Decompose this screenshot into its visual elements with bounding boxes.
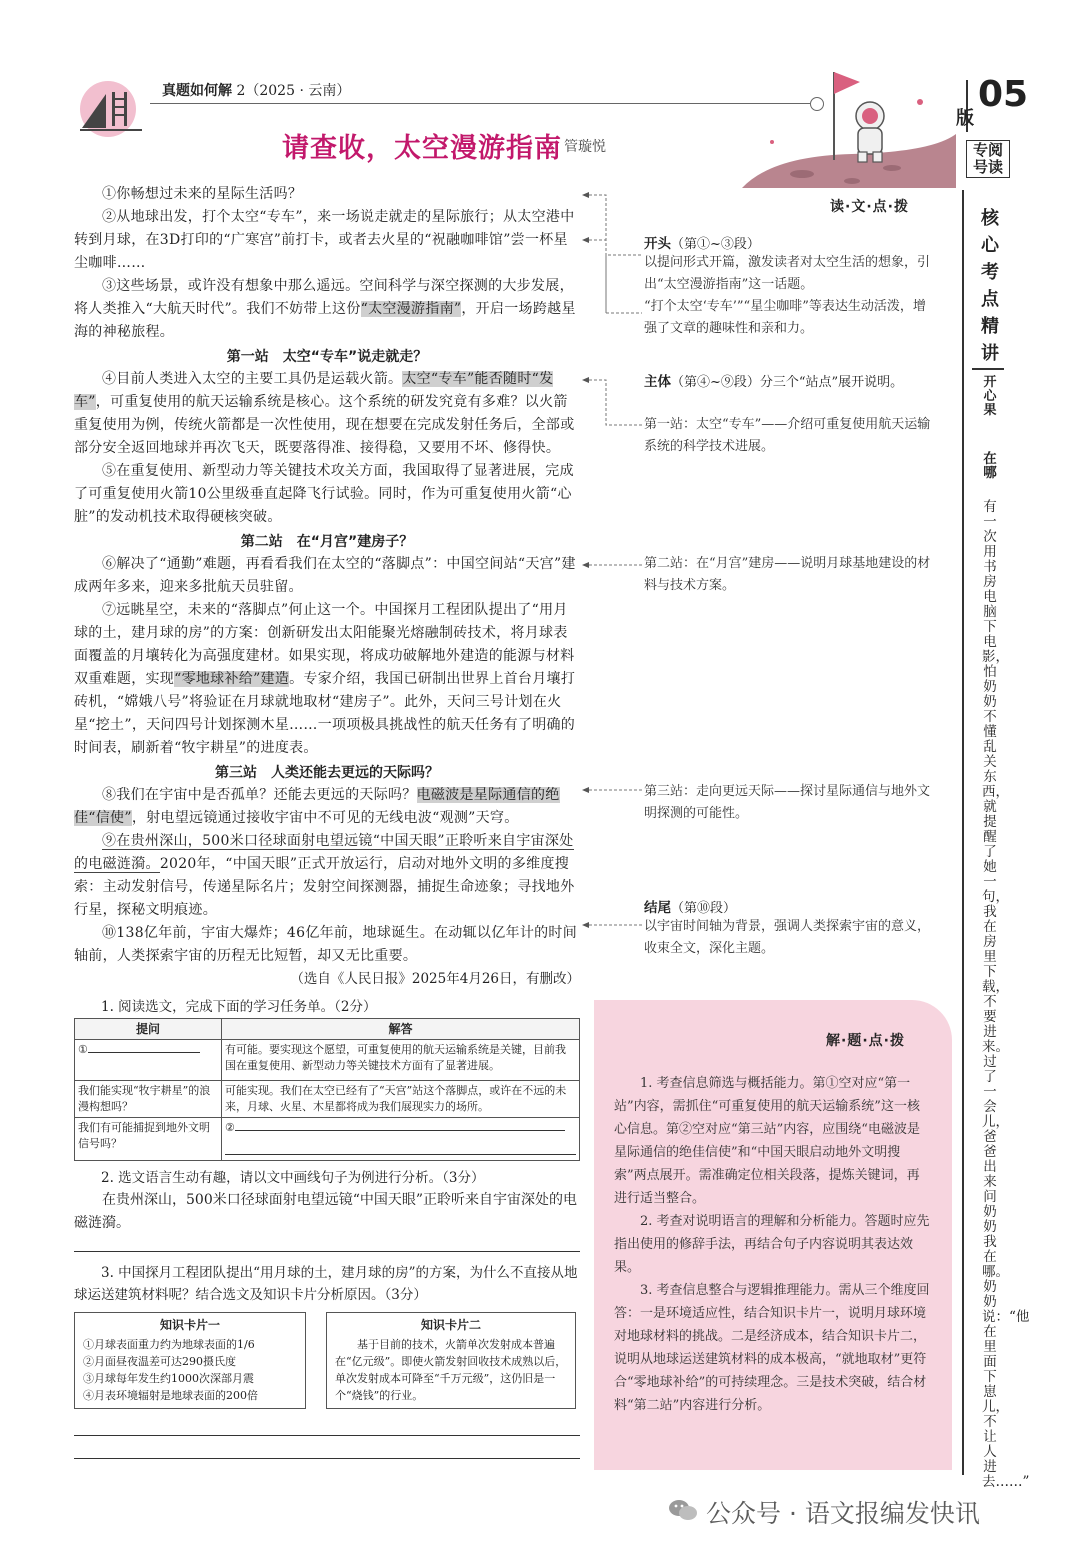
station-1-title: 第一站 太空“专车”说走就走？ — [226, 349, 428, 365]
column-source: 2（2025 · 云南） — [236, 83, 351, 99]
ending-head: 结尾 — [644, 900, 671, 916]
note-opening: 开头（第①~③段） 以提问形式开篇，激发读者对太空生活的想象，引出“太空漫游指南”这一话题。 “打个太空‘专车’”“星尘咖啡”等表达生动活泼，增强了文章的趣味性和亲和力。 — [644, 232, 936, 340]
task-table — [74, 1018, 580, 1161]
answer-blank-2b[interactable] — [225, 1138, 576, 1155]
answer-line-q3b[interactable] — [74, 1458, 580, 1459]
note-body: 主体（第④~⑨段）分三个“站点”展开说明。 — [644, 374, 904, 390]
article-author: 管璇悦 — [564, 139, 606, 155]
section-title-vertical: 核心考点精讲 — [981, 208, 999, 364]
paragraph-4: ④目前人类进入太空的主要工具仍是运载火箭。太空“专车”能否随时“发车”，可重复使用的航天运输系统是核心。这个系统的研发究竟有多难？以火箭重复使用为例，传统火箭都是一次性使用，现在想要在完成发射任务后，全部或部分安全返回地球并再次飞天，既要落得准、接得稳，又要用不坏、修得快。 — [74, 371, 575, 456]
table-row: 我们能实现“牧宇耕星”的浪漫构想吗？ 可能实现。我们在太空已经有了“天宫”站这个落脚点，或许在不远的未来，月球、火星、木星都将成为我们展现实力的场所。 — [75, 1081, 580, 1118]
tip-1: 1. 考查信息筛选与概括能力。第①空对应“第一站”内容，需抓住“可重复使用的航天运输系统”这一核心信息。第②空对应“第三站”内容，应围绕“电磁波是星际通信的绝佳信使”和“中国天眼启动地外文明搜索”两点展开。需准确定位相关段落，提炼关键词，再进行适当整合。 — [614, 1076, 920, 1206]
right-column-rule — [962, 190, 964, 1475]
edition-label: 版 — [956, 108, 974, 129]
table-row: 我们有可能捕捉到地外文明信号吗？ ② — [75, 1118, 580, 1161]
column-tag: 专阅号读 — [966, 140, 1010, 178]
body-note-1: 第一站：太空“专车”——介绍可重复使用航天运输系统的科学技术进展。 — [644, 417, 931, 454]
answer-blank-1[interactable] — [88, 1052, 200, 1053]
table-head-question: 提问 — [75, 1019, 222, 1040]
astronaut-illustration — [742, 64, 956, 188]
body-note-2: 第二站：在“月宫”建房——说明月球基地建设的材料与技术方案。 — [644, 556, 931, 593]
knowledge-cards — [74, 1312, 580, 1409]
body-head: 主体 — [644, 374, 671, 390]
tips-body — [614, 1072, 932, 1417]
knowledge-card-1: 知识卡片一 ①月球表面重力约为地球表面的1/6 ②月面昼夜温差可达290摄氏度 ③月球每年发生约1000次深部月震 ④月表环境辐射是地球表面的200倍 — [74, 1312, 306, 1409]
article-source: （选自《人民日报》2025年4月26日，有删改） — [290, 971, 580, 987]
strip-rule — [972, 368, 1004, 370]
body-note-3: 第三站：走向更远天际——探讨星际通信与地外文明探测的可能性。 — [644, 784, 931, 821]
knowledge-card-2: 知识卡片二 基于目前的技术，火箭单次发射成本普遍在“亿元级”。即使火箭发射回收技术成熟以后，单次发射成本可降至“千万元级”，这仍旧是一个“烧钱”的行业。 — [326, 1312, 576, 1409]
note-connectors — [580, 185, 650, 965]
underlined-sentence: ⑨在贵州深山，500米口径球面射电望远镜“中国天眼”正聆听来自宇宙深处的电磁涟漪。 — [74, 833, 574, 872]
table-head-answer: 解答 — [222, 1019, 580, 1040]
column-logo — [72, 76, 148, 138]
paragraph-9: ⑨在贵州深山，500米口径球面射电望远镜“中国天眼”正聆听来自宇宙深处的电磁涟漪。2020年，“中国天眼”正式开放运行，启动对地外文明的多维度搜索：主动发射信号，传递星际名片；发射空间探测器，捕捉生命迹象；寻找地外行星，探秘文明痕迹。 — [74, 833, 575, 918]
joke-where: 在哪 — [983, 451, 997, 481]
watermark — [668, 1494, 980, 1530]
station-2-title: 第二站 在“月宫”建房子？ — [240, 534, 414, 550]
article-body — [74, 183, 580, 991]
questions-block — [74, 996, 580, 1459]
paragraph-1: ①你畅想过未来的星际生活吗？ — [102, 186, 303, 202]
joke-text-vertical: 有一次用书房电脑下电影，怕奶奶不懂乱关东西，就提醒了她一句，我在房里下载，不要进来。过了一会儿，爸爸出来问奶奶我在哪。奶奶说：“他在里面下崽儿，不让人进去……” — [982, 499, 1030, 1490]
answer-blank-2[interactable] — [235, 1130, 565, 1131]
opening-note-2: “打个太空‘专车’”“星尘咖啡”等表达生动活泼，增强了文章的趣味性和亲和力。 — [644, 299, 926, 336]
reading-notes-header: 读·文·点·拨 — [830, 199, 909, 215]
tips-header: 解·题·点·拨 — [826, 1033, 905, 1049]
highlight-messenger: 电磁波是星际通信的绝佳“信使” — [74, 787, 560, 826]
opening-head: 开头 — [644, 236, 671, 252]
highlight-special-car: 太空“专车”能否随时“发车” — [74, 371, 554, 410]
paragraph-3: ③这些场景，或许没有想象中那么遥远。空间科学与深空探测的大步发展，将人类推入“大航天时代”。我们不妨带上这份“太空漫游指南”，开启一场跨越星海的神秘旅程。 — [74, 278, 576, 340]
watermark-text: 公众号 · 语文报编发快讯 — [706, 1499, 980, 1528]
note-ending: 结尾（第⑩段） 以宇宙时间轴为背景，强调人类探索宇宙的意义，收束全文，深化主题。 — [644, 896, 936, 960]
answer-line-q2[interactable] — [74, 1251, 580, 1252]
highlight-guide: “太空漫游指南” — [360, 301, 462, 317]
paragraph-7: ⑦远眺星空，未来的“落脚点”何止这一个。中国探月工程团队提出了“用月球的土，建月球的房”的方案：创新研发出太阳能聚光熔融制砖技术，将月球表面覆盖的月壤转化为高强度建材。如果实现，将成功破解地外建造的能源与材料双重难题，实现“零地球补给”建造。专家介绍，我国已研制出世界上首台月壤打砖机，“嫦娥八号”将验证在月球就地取材“建房子”。此外，天问三号计划在火星“挖土”，天问四号计划探测木星……一项项极具挑战性的航天任务有了明确的时间表，刷新着“牧宇耕星”的进度表。 — [74, 602, 576, 756]
tip-2: 2. 考查对说明语言的理解和分析能力。答题时应先指出使用的修辞手法，再结合句子内容说明其表达效果。 — [614, 1214, 930, 1275]
question-1: 1. 阅读选文，完成下面的学习任务单。（2分） — [101, 999, 377, 1015]
article-title: 请查收，太空漫游指南 — [282, 133, 562, 164]
opening-note-1: 以提问形式开篇，激发读者对太空生活的想象，引出“太空漫游指南”这一话题。 — [644, 255, 931, 292]
answer-line-q3a[interactable] — [74, 1435, 580, 1436]
column-title: 真题如何解 — [162, 83, 232, 99]
header-rule — [150, 103, 810, 104]
question-2: 2. 选文语言生动有趣，请以文中画线句子为例进行分析。（3分） — [101, 1170, 485, 1186]
highlight-zero-supply: “零地球补给”建造 — [174, 671, 290, 687]
tips-panel — [594, 1000, 952, 1470]
strip-label: 开心果 — [983, 375, 997, 418]
paragraph-10: ⑩138亿年前，宇宙大爆炸；46亿年前，地球诞生。在动辄以亿年计的时间轴前，人类探索宇宙的历程无比短暂，却又无比重要。 — [74, 925, 578, 964]
paragraph-6: ⑥解决了“通勤”难题，再看看我们在太空的“落脚点”：中国空间站“天宫”建成两年多来，迎来多批航天员驻留。 — [74, 556, 576, 595]
question-2-quote: 在贵州深山，500米口径球面射电望远镜“中国天眼”正聆听来自宇宙深处的电磁涟漪。 — [74, 1192, 578, 1231]
wechat-icon — [668, 1497, 698, 1527]
question-3: 3. 中国探月工程团队提出“用月球的土，建月球的房”的方案，为什么不直接从地球运送建筑材料呢？结合选文及知识卡片分析原因。（3分） — [74, 1265, 578, 1303]
paragraph-2: ②从地球出发，打个太空“专车”，来一场说走就走的星际旅行；从太空港中转到月球，在3D打印的“广寒宫”前打卡，或者去火星的“祝融咖啡馆”尝一杯星尘咖啡…… — [74, 209, 575, 271]
paragraph-5: ⑤在重复使用、新型动力等关键技术攻关方面，我国取得了显著进展，完成了可重复使用火箭10公里级垂直起降飞行试验。同时，作为可重复使用火箭“心脏”的发动机技术取得硬核突破。 — [74, 463, 574, 525]
tip-3: 3. 考查信息整合与逻辑推理能力。需从三个维度回答：一是环境适应性，结合知识卡片一，说明月球环境对地球材料的挑战。二是经济成本，结合知识卡片二，说明从地球运送建筑材料的成本极高，“就地取材”更符合“零地球补给”的可持续理念。三是技术突破，结合材料“第二站”内容进行分析。 — [614, 1283, 930, 1413]
station-3-title: 第三站 人类还能去更远的天际吗？ — [215, 765, 439, 781]
table-row: ① 有可能。要实现这个愿望，可重复使用的航天运输系统是关键，目前我国在重复使用、新型动力等关键技术方面有了显著进展。 — [75, 1040, 580, 1081]
page-number: 05 — [978, 74, 1029, 115]
ending-note: 以宇宙时间轴为背景，强调人类探索宇宙的意义，收束全文，深化主题。 — [644, 919, 931, 956]
column-header — [162, 80, 350, 100]
paragraph-8: ⑧我们在宇宙中是否孤单？还能去更远的天际吗？电磁波是星际通信的绝佳“信使”，射电望远镜通过接收宇宙中不可见的无线电波“观测”天穹。 — [74, 787, 560, 826]
